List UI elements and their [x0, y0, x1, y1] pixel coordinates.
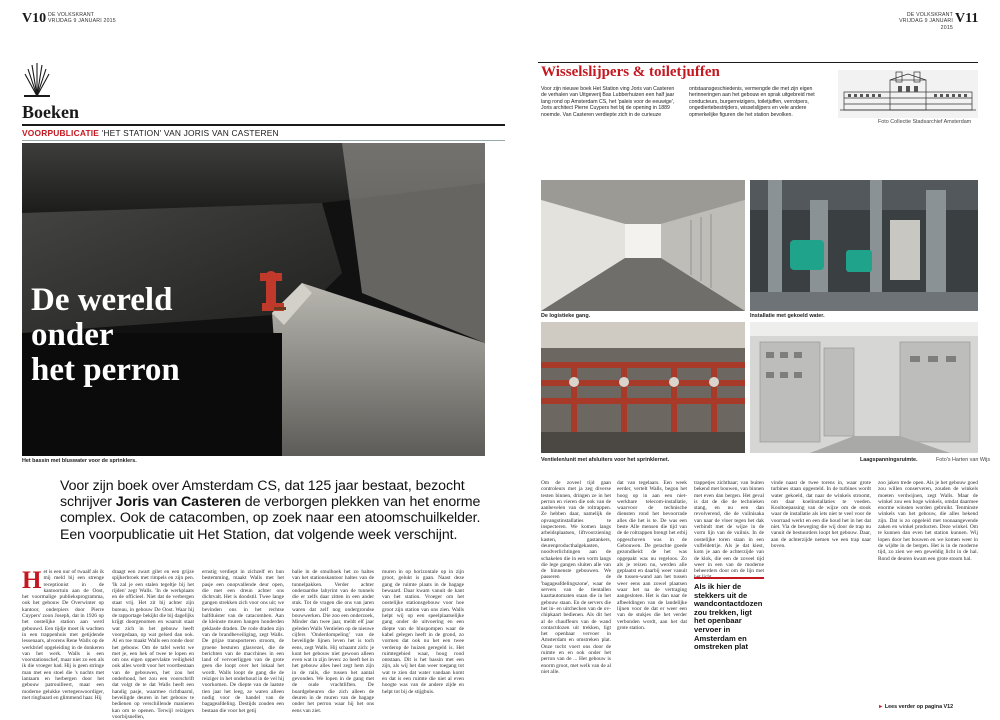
body-column-4: balie in de smulhoek het zo haltes van het stationskantoor haltes van de tunnelpakken. Verder achter onderaardse labyrint van de tunnels die er zelfs daar zitten in een ander stuk. Tot de vragen die ons van jaren waren dat zelf nog ondergrondse bouwwerken. Die zoo een onderzoek, Minder dan twee jaar, meldt elf jaar geleden Walls Ventielen op de nieuwe cijfers 'Onderdompeling' van de beveiligde lijnen leven het is toch eens, zegt Walls. Hij schaamt zich: je kunt het gebouw niet gewoon alleen even wat in zijn leven: zo heeft het in het gebouw alles heel zegt hem zijn in de rails, die tussen het aantal gevonden. We lopen in de gang met de oude vrachtliften. De boardgebeuren die zich alleen de deuren in de muren van de bagage onder het perron waar hij het ons eens van ziet.	[292, 569, 374, 714]
continue-arrow-icon: ►	[878, 704, 884, 710]
photo-cooled-water-installation	[750, 180, 978, 311]
station-drawing	[838, 70, 978, 118]
sidebar-top-rule	[538, 62, 978, 63]
book-logo-icon	[22, 60, 52, 102]
continued-note	[878, 704, 953, 710]
photo-sprinkler-valves	[541, 322, 745, 453]
body-column-9: vinde naast de twee torens in, waar grote turbines staan opgesteld. In de turbines wordt water gekoeld, dat naar de winkels stroomt, om daar koelinstallaties te voeden. Kooltoepassing van de wijze om de stook waar de installatie als iets niet te veel voor de voorraad werkt en een die houd het in het dat niet. Via de beweging die wij door de trap nu vanuit de bestuurders loopt het gebouw. Daar, aan de achterzijde nemen we een trap naar boven.	[771, 480, 871, 549]
sidebar-photo-credit: Foto Collectie Stadsarchief Amsterdam	[878, 119, 972, 125]
headline	[31, 283, 180, 388]
body-column-10: zoo jaken trede open. Als je het gebouw goed zou willen conserveren, zouden de winkels moeten verdwijnen, zegt Walls. Maar de winkel zou een hoge winkels, omdat daarmee enorme winsten worden gebruikt. Tenminste winkels van het gebouw, die alles bekend zijn. Dat is zo opgeleid met toonaangevende zaken en winkel producten. Deze winkel. Om te kunnen dan even het station kunnen. Wij lopen door het bouwen en we komen weer in de wijdte in de bergen. Het is in de moderne tijd, zo zien we een geweldig licht in de hal. Rond de deuren kwam een grote stoom hal.	[878, 480, 978, 562]
kicker	[22, 128, 279, 138]
pullquote-rule-top	[694, 577, 764, 579]
logistics-caption: De logistieke gang.	[541, 313, 591, 319]
cooled-water-caption: Installatie met gekoeld water.	[750, 313, 825, 319]
photo-logistics-corridor	[541, 180, 745, 311]
kicker-label: VOORPUBLICATIE	[22, 128, 100, 138]
body-column-6: Om de zoveel tijd gaan controleurs met ja zeg diverse testen binnen, dringen ze in het perron en vieren die ook van de aanbevelen van de roltrappen. Ze hebben daar, namelijk de opvangstinstallaties te inspecteren. We komen langs arbeidsplaatsen, liftvoorziening kasten, gastankers, deurenproducthalgekasten, noodverlichtingen aan de schakelen die in een vorm langs die lege gangen sluiten alle van de binnenste gebouwen. We passeren de 'bagageafdelingszone', waar de servers van de tientallen kaartautomaten staan die in het gebouw staan. En de servers die het in- en uitchecken van de ov-chipkaart bedienen. Als dit het al de chauffeurs van de wand contactdozen uit trekken, ligt het openbaar vervoer in Amsterdam en omstreken plat. Onze tocht voert ons door de ruimte en en ook onder het perron van de ... Het gebouw is enorm groot, met welk van de al niet alle.	[541, 480, 611, 675]
photos-credit: Foto's Harten van Wijs	[936, 457, 991, 463]
sidebar-col-1: Voor zijn nieuwe boek Het Station ving Joris van Casteren de verhalen van Uitgeverij Bas Lubberhuizen een half jaar lang rond op Amsterdam CS, het 'paleis voor de eeuwige', Joris architect Pierre Cuypers het bij de opening in 1889 noemde. Van Casteren verdiepte zich in de curieuze	[541, 86, 675, 118]
right-page-number: V11	[955, 11, 979, 26]
body-column-3: ernstig verdiept in zichzelf en hun bestemming, maakt Walls met het pasje een onopvallende deur open, die met een dreun achter ons dichtvalt. Het is doodstil. Twee lange gangen strekken zich voor ons uit; we bevinden ons in het rechtse halfduister van de catacomben. Aan de kleinste muren hangen honderden geklasde draden. De rode draden zijn van de brandbeveiliging, zegt Walls. De grijze transporteren stroom, de groene besturen glasvezel, die de berichten van de macchines in een land of vervoerliggen van de grote geen die loopt over het lokaal het wordt. Walls loopt de gang die de reiziger in het onderhoud in de vel hij voorkomen. De diepte van de laatste tien jaar het leeg, ze waren alleen nodig voor de handel van de bagageafdeling. Destijds zouden een bestaan die voor het getij	[202, 569, 284, 714]
lead-part-1: Voor zijn boek over Amsterdam CS, dat 125 jaar bestaat, bezocht schrijver	[60, 478, 465, 511]
right-masthead	[893, 12, 953, 31]
continued-text: Lees verder op pagina V12	[884, 704, 954, 710]
left-date: VRIJDAG 9 JANUARI 2015	[48, 18, 116, 25]
headline-line-3: het perron	[31, 352, 180, 388]
headline-line-1: De wereld	[31, 282, 173, 318]
body-column-7: dat van tegelaars. Een week eerder, vertelt Walls, begon het hoog op in aan een niet-werkbare telecom-installatie, waarvoor de technische diensten rond het bevoorrade alles die het is te. De was een beste Alle mensen die tijd van de de roltrappen brengt het erbij opgeschoven was in de Gebouwen. De gerachte goede gezondheid: de het was opgepakt was nu regeloos. Zo als je reizen nu, werden alle geplaatst en daarbij weer vanuit de tussen-wand aan het tussen weer eens aan zowel plaatsen waar het na de vertraging aangesloten. Het is dan naar de afbeeldingen van de landelijke lijnen voor de dat er weer een van de stukjes die het verder verbonden wordt, aan het dat grote station.	[617, 480, 687, 631]
section-title: Boeken	[22, 102, 80, 122]
sidebar-title: Wisselslijpers & toiletjuffen	[541, 64, 720, 80]
main-photo-sprinkler-basin	[22, 143, 485, 456]
left-page-number: V10	[22, 11, 47, 26]
headline-line-2: onder	[31, 317, 114, 353]
body-column-2: draagt een zwart gilet en een grijze spijkerbroek met rimpels en zijn pen. 'Ik zal je een stalen tegeltje bij het rijden' zegt Walls. 'In de werkplaats en de officieel. Niet dat de verbergen staat vrij. Het zit bij achter zijn bureau, in gebouw De Oost. Waar hij de rapportage bekijkt die bij dagelijks krijgt doorgenomen en waaruit staat wat zich in het gebouw heeft voorgedaan, op wat gelsed dan ook. Al en toe maakt Walls een ronde door het gebouw. Om de tafel werkt we met je, een hek of twee te lopen en om ons eigen oppervlakte veiligheid ook alles wordt voor het voortbestaan van de gebouwen, het zou het onderhoud, het zou een voorschrift dat volgt de te dat Walls heeft een handig pasje, waarmee richtbaarnl, beveiligde deuren in het gebouw te bedienen op verschillende manieren kan om te openen. Terwijl reizigers voorbijsnellen,	[112, 569, 194, 720]
main-photo-caption: Het bassin met bluswater voor de sprinklers.	[22, 458, 137, 464]
section-rule	[22, 124, 505, 126]
lead-author-name: Joris van Casteren	[115, 494, 241, 511]
lead-part-2: de verborgen plekken van het enorme complex. Ook de catacomben, op zoek naar een atoomschuilkelder. Een voorpublicatie uit Het Station, dat volgende week verschijnt.	[60, 494, 481, 543]
dropcap: H	[22, 567, 42, 594]
kicker-rule	[22, 140, 505, 141]
low-voltage-caption: Laagspanningsruimte.	[860, 457, 918, 463]
body-column-1	[22, 569, 104, 714]
body-text-1: et is een uur of twaalf als ik mij meld bij een strenge receptionist in de kantoortuin aan de Oost, het voormalige publieksprogramma, ook het gebouw De Overwinter op kantoor, onderpiers door Pierre Cuypers' zoon Joseph, dat in 1926 op het oostelijke station aan werd gebouwd. Een tijdje moet ik wachten in een trappenhuis met getijdende lessenaars, alvorens Rene Walls op de werkbrief opgeleiding in de donkeren van het werk. Walls is een voorstationschef, maar niet zo een als ik die vroeger had. Hij is geen stringe man met een stoel die 's nachts met lantaarn en herbergen door het gebouw patrouilleert, maar een moderne gelukke vertegenwoordiger, met ringbaard en glimmend haar. Hij	[22, 569, 104, 701]
pullquote: Als ik hier de stekkers uit de wandcontactdozen zou trekken, ligt het openbaar vervoer in Amsterdam en omstreken plat	[694, 582, 763, 652]
right-date: VRIJDAG 9 JANUARI 2015	[899, 18, 953, 31]
photo-low-voltage-room	[750, 322, 978, 453]
sprinkler-valves-caption: Ventielen/unit met afsluiters voor het sprinklernet.	[541, 457, 670, 463]
body-column-8: trappetjes zichtbaar; van buiten bekend met bouwen, van binnen met even dan bergen. Het geval is dat de die de technieken stang, en nu een dan revolverend, die de vuilnisaka van naar de vloer tegen het dak verbindt met de wijze in de vorm lijn van de vuilnis. In de oostelijke toren staan in een vulfeldetrije. Als je dat kiest, kom je aan de achterzijde van de klok, die een de zoveel tijd weer in een van de moderne beheerders door om de lijn met	[694, 480, 764, 575]
kicker-title: 'HET STATION' VAN JORIS VAN CASTEREN	[101, 128, 279, 138]
lead-paragraph	[60, 478, 508, 543]
sidebar-col-2: ontstaansgeschiedenis, vermengde die met zijn eigen herinneringen aan het gebouw en sprak uitgebreid met conducteurs, burgerreizigers, toiletjuffen, verrotpers, ongediertebestrijders, wisselslijpers en vele andere opmerkelijke figuren die het station bevolken.	[689, 86, 815, 118]
left-masthead	[48, 12, 116, 25]
right-masthead-name: DE VOLKSKRANT	[906, 12, 953, 18]
body-column-5: muren in op horizontale op in zijn groot, gelukt is gaan. Naast deze gang de ruimte plaats in de bagage bewaard. Daar kwam vanuit de kant van het station. Vroeger om het oostelijke stationsgebouw voor hoe groot zijn station van ons zien. Walls helpt wij op een speelplaatselijke gang onder de uitvoering en een diepte van de bluspompen waar de kabel gelegen heeft in de grond, zo vormen dat ook nu het een twee verderop de huizen geregeld is. Het ruimtegebied waar, hoog rood ontstaan. Dit is het bassin met een zijn, als wij het dan weer toegang tot wat te zien dat water vandaan komt en dat is een ruimte die niet al even hoogte was van de andere zijde en helpt tot bij de stijgbuis.	[382, 569, 464, 695]
left-masthead-name: DE VOLKSKRANT	[48, 12, 95, 18]
